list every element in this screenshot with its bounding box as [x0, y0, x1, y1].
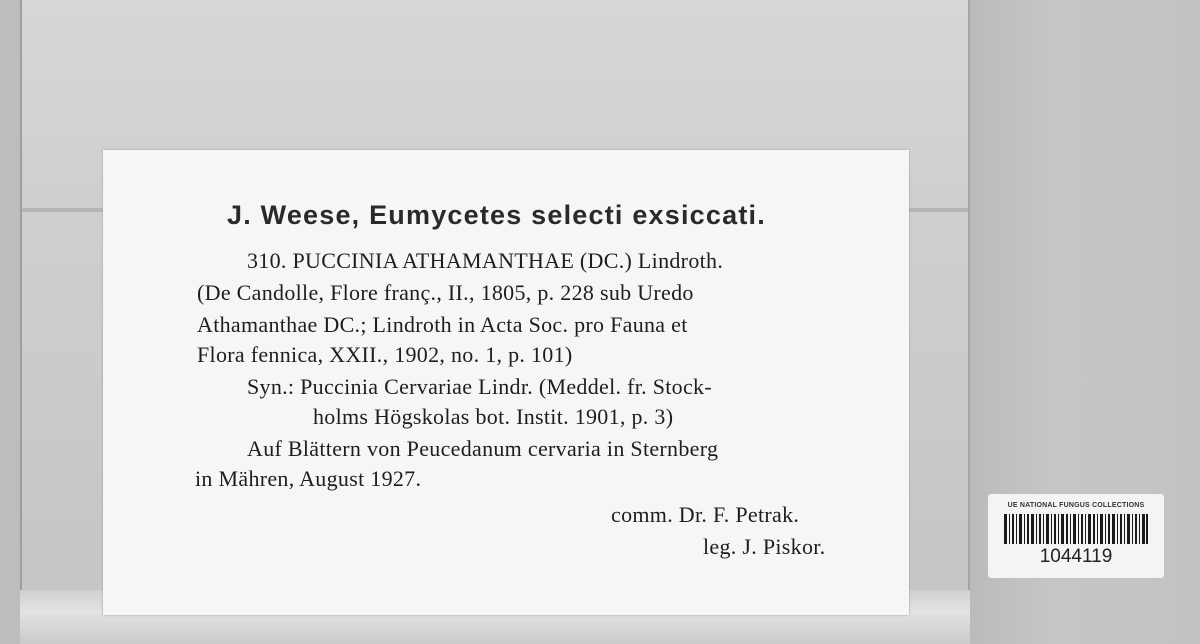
- label-synonym-line-2: holms Högskolas bot. Instit. 1901, p. 3): [313, 404, 674, 429]
- barcode-label: [988, 494, 1164, 578]
- label-heading: J. Weese, Eumycetes selecti exsiccati.: [227, 200, 766, 230]
- label-locality-line-2: in Mähren, August 1927.: [195, 466, 422, 491]
- label-collector: leg. J. Piskor.: [703, 534, 826, 559]
- label-citation-line-2: Athamanthae DC.; Lindroth in Acta Soc. pro Fauna et: [197, 312, 688, 337]
- label-communicator: comm. Dr. F. Petrak.: [611, 502, 800, 527]
- barcode-title: UE NATIONAL FUNGUS COLLECTIONS: [1007, 502, 1145, 509]
- label-citation-line-3: Flora fennica, XXII., 1902, no. 1, p. 101): [197, 342, 573, 367]
- label-locality-line-1: Auf Blättern von Peucedanum cervaria in Sternberg: [247, 436, 719, 461]
- barcode-number: 1044119: [1039, 546, 1113, 567]
- specimen-label: [103, 150, 909, 615]
- label-species-line: 310. PUCCINIA ATHAMANTHAE (DC.) Lindroth.: [247, 248, 724, 273]
- label-citation-line-1: (De Candolle, Flore franç., II., 1805, p. 228 sub Uredo: [197, 280, 694, 305]
- barcode-bars: [1004, 514, 1148, 544]
- label-synonym-line-1: Syn.: Puccinia Cervariae Lindr. (Meddel. fr. Stock-: [247, 374, 712, 399]
